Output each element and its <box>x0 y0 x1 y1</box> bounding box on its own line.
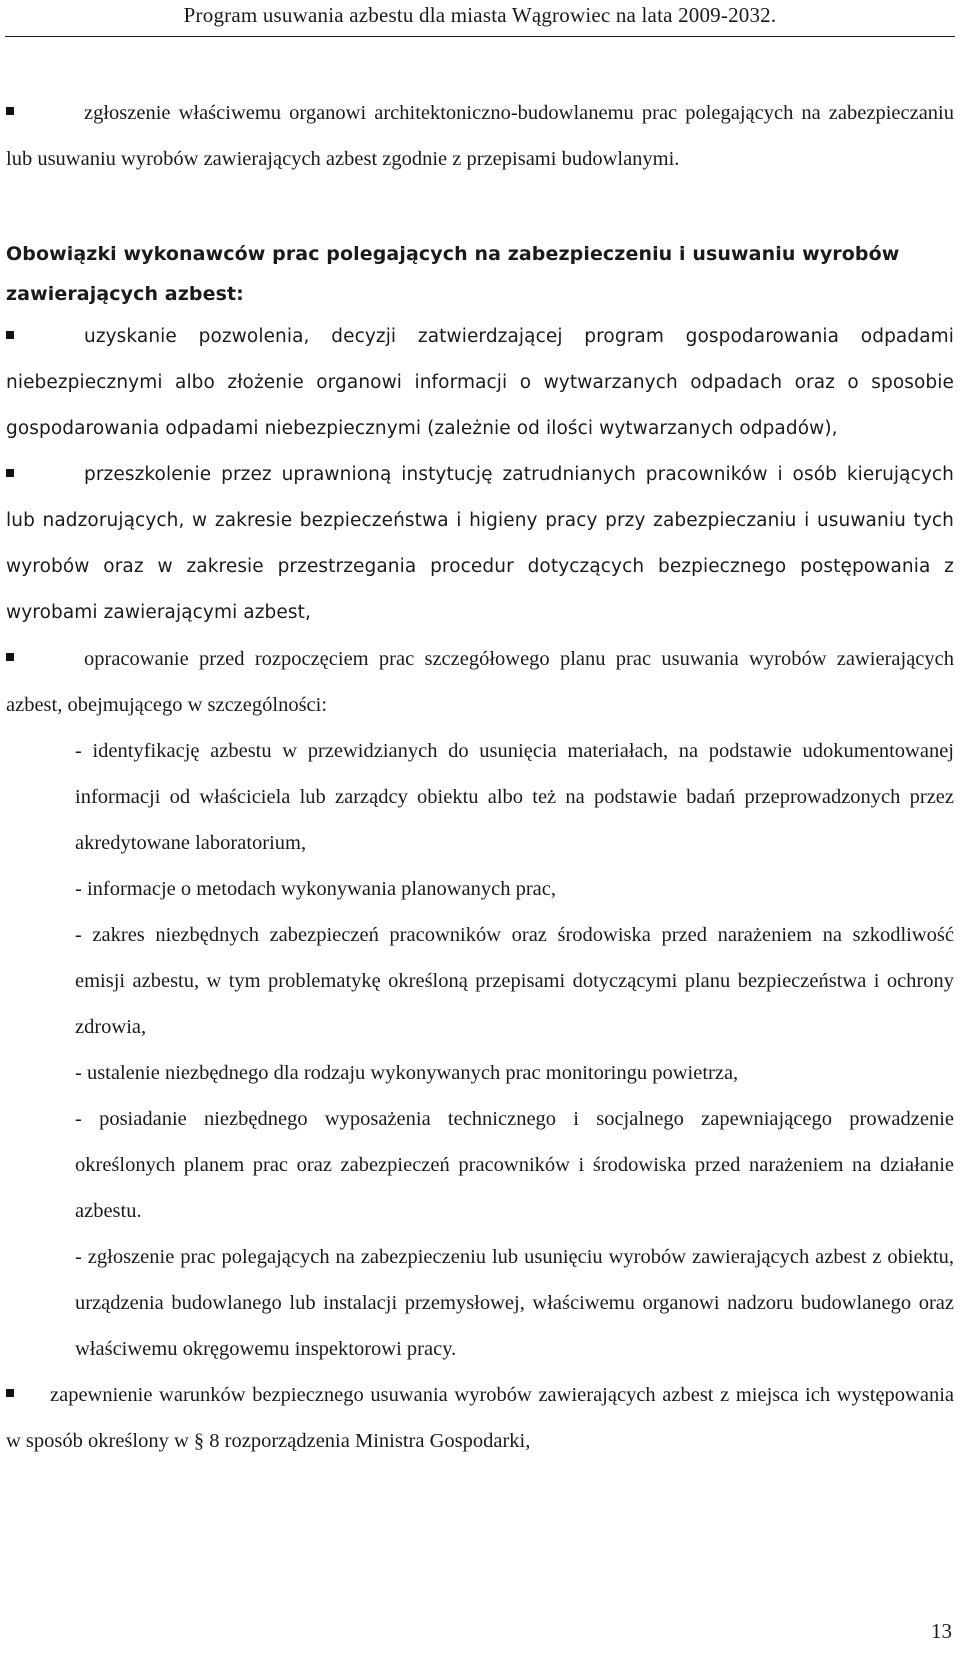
plan-contents-item: - zgłoszenie prac polegających na zabezpieczeniu lub usunięciu wyrobów zawierających azbest z obiektu, urządzenia budowlanego lub instalacji przemysłowej, właściwemu organowi nadzoru budowlanego oraz właściwemu okręgowemu inspektorowi pracy. <box>75 1246 954 1360</box>
header-divider <box>5 36 955 37</box>
obligation-item-text: opracowanie przed rozpoczęciem prac szczegółowego planu prac usuwania wyrobów zawierających azbest, obejmującego w szczególności: <box>6 648 954 716</box>
obligation-item-text: uzyskanie pozwolenia, decyzji zatwierdzającej program gospodarowania odpadami niebezpiecznymi albo złożenie organowi informacji o wytwarzanych odpadach oraz o sposobie gospodarowania odpadami niebezpiecznymi (zależnie od ilości wytwarzanych odpadów), <box>6 326 954 439</box>
plan-contents-list <box>6 728 954 1372</box>
plan-contents-item: - ustalenie niezbędnego dla rodzaju wykonywanych prac monitoringu powietrza, <box>75 1062 739 1084</box>
obligation-item-text: przeszkolenie przez uprawnioną instytucję zatrudnianych pracowników i osób kierujących lub nadzorujących, w zakresie bezpieczeństwa i higieny pracy przy zabezpieczaniu i usuwaniu tych wyrobów oraz w zakresie przestrzegania procedur dotyczących bezpiecznego postępowania z wyrobami zawierającymi azbest, <box>6 464 954 623</box>
body-text <box>6 90 954 1464</box>
intro-list-item-text: zgłoszenie właściwemu organowi architektoniczno-budowlanemu prac polegających na zabezpieczaniu lub usuwaniu wyrobów zawierających azbest zgodnie z przepisami budowlanymi. <box>6 102 954 170</box>
section-heading: Obowiązki wykonawców prac polegających na zabezpieczeniu i usuwaniu wyrobów zawierających azbest: <box>6 243 900 305</box>
running-header: Program usuwania azbestu dla miasta Wągrowiec na lata 2009-2032. <box>183 3 777 27</box>
square-bullet-icon <box>6 469 14 477</box>
plan-contents-item: - identyfikację azbestu w przewidzianych do usunięcia materiałach, na podstawie udokumentowanej informacji od właściciela lub zarządcy obiektu albo też na podstawie badań przeprowadzonych przez akredytowane laboratorium, <box>75 740 954 854</box>
square-bullet-icon <box>6 107 14 115</box>
plan-contents-item: - informacje o metodach wykonywania planowanych prac, <box>75 878 556 900</box>
obligation-item <box>6 636 954 728</box>
square-bullet-icon <box>6 331 14 339</box>
plan-contents-item: - zakres niezbędnych zabezpieczeń pracowników oraz środowiska przed narażeniem na szkodliwość emisji azbestu, w tym problematykę określoną przepisami dotyczącymi planu bezpieczeństwa i ochrony zdrowia, <box>75 924 954 1038</box>
obligation-item-text: zapewnienie warunków bezpiecznego usuwania wyrobów zawierających azbest z miejsca ich występowania w sposób określony w § 8 rozporządzenia Ministra Gospodarki, <box>6 1384 954 1452</box>
square-bullet-icon <box>6 1389 14 1397</box>
square-bullet-icon <box>6 653 14 661</box>
obligation-item <box>6 452 954 636</box>
page-number: 13 <box>931 1619 952 1643</box>
obligation-item <box>6 1372 954 1464</box>
obligation-item <box>6 314 954 452</box>
plan-contents-item: - posiadanie niezbędnego wyposażenia technicznego i socjalnego zapewniającego prowadzenie określonych planem prac oraz zabezpieczeń pracowników i środowiska przed narażeniem na działanie azbestu. <box>75 1108 954 1222</box>
intro-list-item <box>6 90 954 182</box>
